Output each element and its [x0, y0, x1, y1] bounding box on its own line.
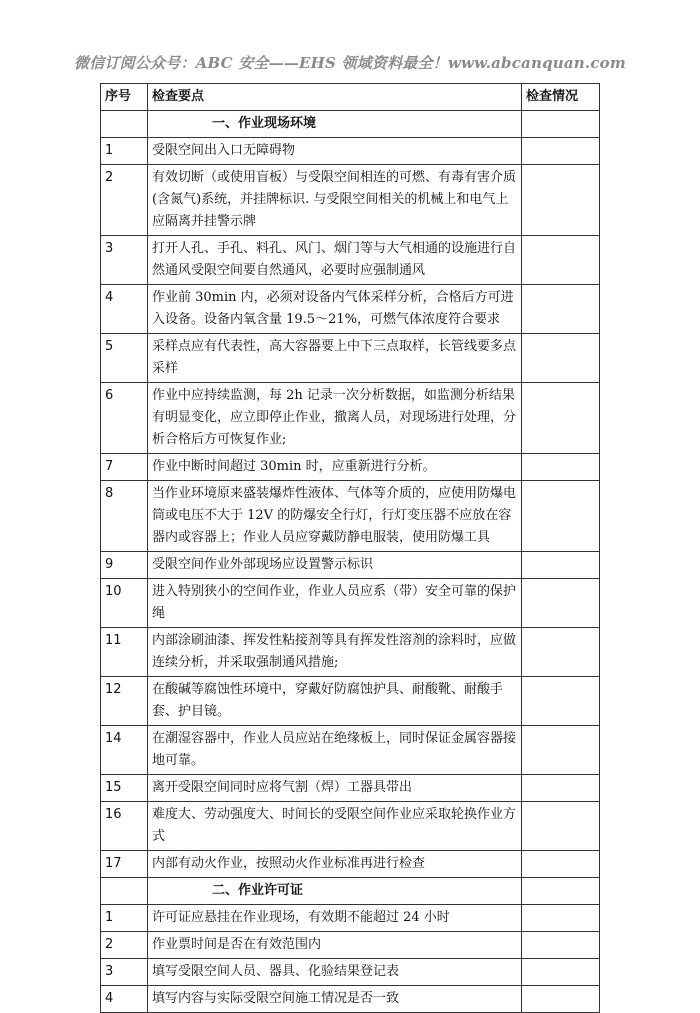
column-header-check-item: 检查要点 — [148, 84, 522, 111]
check-status-cell — [522, 552, 600, 579]
check-item-text: 许可证应悬挂在作业现场，有效期不能超过 24 小时 — [148, 905, 522, 932]
check-item-text: 进入特别狭小的空间作业，作业人员应系（带）安全可靠的保护绳 — [148, 579, 522, 628]
check-item-text: 离开受限空间同时应将气割（焊）工器具带出 — [148, 775, 522, 802]
check-status-cell — [522, 628, 600, 677]
check-status-cell — [522, 236, 600, 285]
check-item-text: 当作业环境原来盛装爆炸性液体、气体等介质的，应使用防爆电筒或电压不大于 12V 的防爆安全行灯，行灯变压器不应放在容器内或容器上；作业人员应穿戴防静电服装，使用防爆工具 — [148, 481, 522, 552]
section-header-row — [101, 111, 600, 138]
table-row — [101, 285, 600, 334]
row-number: 9 — [101, 552, 148, 579]
row-number: 1 — [101, 138, 148, 165]
check-status-cell — [522, 579, 600, 628]
check-item-text: 受限空间出入口无障碍物 — [148, 138, 522, 165]
column-header-number: 序号 — [101, 84, 148, 111]
row-number: 14 — [101, 726, 148, 775]
row-number: 10 — [101, 579, 148, 628]
check-item-text: 作业前 30min 内，必须对设备内气体采样分析，合格后方可进入设备。设备内氧含量 19.5～21%，可燃气体浓度符合要求 — [148, 285, 522, 334]
check-status-cell — [522, 959, 600, 986]
row-number: 4 — [101, 285, 148, 334]
table-row — [101, 802, 600, 851]
check-item-text: 在酸碱等腐蚀性环境中，穿戴好防腐蚀护具、耐酸靴、耐酸手套、护目镜。 — [148, 677, 522, 726]
table-row — [101, 726, 600, 775]
table-row — [101, 905, 600, 932]
row-number: 17 — [101, 851, 148, 878]
table-row — [101, 932, 600, 959]
row-number: 7 — [101, 454, 148, 481]
row-number: 11 — [101, 628, 148, 677]
column-header-check-status: 检查情况 — [522, 84, 600, 111]
table-row — [101, 628, 600, 677]
section-header-row — [101, 878, 600, 905]
table-row — [101, 851, 600, 878]
check-status-cell — [522, 726, 600, 775]
table-row — [101, 334, 600, 383]
table-row — [101, 454, 600, 481]
row-number: 12 — [101, 677, 148, 726]
check-status-cell — [522, 851, 600, 878]
table-row — [101, 383, 600, 454]
section-status-cell — [522, 111, 600, 138]
section-number-cell — [101, 111, 148, 138]
check-status-cell — [522, 285, 600, 334]
row-number: 5 — [101, 334, 148, 383]
table-header-row — [101, 84, 600, 111]
row-number: 8 — [101, 481, 148, 552]
table-body — [101, 111, 600, 1013]
header-watermark: 微信订阅公众号：ABC 安全——EHS 领域资料最全！www.abcanquan.com — [74, 54, 626, 72]
row-number: 6 — [101, 383, 148, 454]
check-status-cell — [522, 383, 600, 454]
check-status-cell — [522, 802, 600, 851]
check-item-text: 采样点应有代表性，高大容器要上中下三点取样，长管线要多点采样 — [148, 334, 522, 383]
check-item-text: 在潮湿容器中，作业人员应站在绝缘板上，同时保证金属容器接地可靠。 — [148, 726, 522, 775]
check-status-cell — [522, 677, 600, 726]
check-status-cell — [522, 138, 600, 165]
check-item-text: 有效切断（或使用盲板）与受限空间相连的可燃、有毒有害介质(含氮气)系统，并挂牌标识. 与受限空间相关的机械上和电气上应隔离并挂警示牌 — [148, 165, 522, 236]
check-status-cell — [522, 905, 600, 932]
section-number-cell — [101, 878, 148, 905]
check-status-cell — [522, 932, 600, 959]
table-row — [101, 677, 600, 726]
row-number: 2 — [101, 932, 148, 959]
check-status-cell — [522, 334, 600, 383]
table-row — [101, 579, 600, 628]
row-number: 3 — [101, 236, 148, 285]
check-item-text: 填写受限空间人员、器具、化验结果登记表 — [148, 959, 522, 986]
section-title: 一、作业现场环境 — [148, 111, 522, 138]
section-status-cell — [522, 878, 600, 905]
check-item-text: 内部有动火作业，按照动火作业标准再进行检查 — [148, 851, 522, 878]
table-row — [101, 552, 600, 579]
row-number: 4 — [101, 986, 148, 1013]
check-status-cell — [522, 454, 600, 481]
section-title: 二、作业许可证 — [148, 878, 522, 905]
table-row — [101, 236, 600, 285]
row-number: 3 — [101, 959, 148, 986]
row-number: 2 — [101, 165, 148, 236]
check-item-text: 受限空间作业外部现场应设置警示标识 — [148, 552, 522, 579]
table-row — [101, 138, 600, 165]
check-status-cell — [522, 165, 600, 236]
check-item-text: 难度大、劳动强度大、时间长的受限空间作业应采取轮换作业方式 — [148, 802, 522, 851]
check-item-text: 填写内容与实际受限空间施工情况是否一致 — [148, 986, 522, 1013]
check-item-text: 打开人孔、手孔、料孔、风门、烟门等与大气相通的设施进行自然通风受限空间要自然通风，必要时应强制通风 — [148, 236, 522, 285]
table-row — [101, 986, 600, 1013]
row-number: 16 — [101, 802, 148, 851]
check-item-text: 作业中断时间超过 30min 时，应重新进行分析。 — [148, 454, 522, 481]
table-row — [101, 481, 600, 552]
row-number: 1 — [101, 905, 148, 932]
check-item-text: 作业票时间是否在有效范围内 — [148, 932, 522, 959]
check-item-text: 内部涂刷油漆、挥发性粘接剂等具有挥发性溶剂的涂料时，应做连续分析，并采取强制通风措施; — [148, 628, 522, 677]
row-number: 15 — [101, 775, 148, 802]
table-row — [101, 165, 600, 236]
check-status-cell — [522, 986, 600, 1013]
check-status-cell — [522, 775, 600, 802]
checklist-table — [100, 83, 600, 1013]
table-row — [101, 959, 600, 986]
check-item-text: 作业中应持续监测，每 2h 记录一次分析数据，如监测分析结果有明显变化，应立即停止作业，撤离人员，对现场进行处理，分析合格后方可恢复作业; — [148, 383, 522, 454]
table-row — [101, 775, 600, 802]
check-status-cell — [522, 481, 600, 552]
